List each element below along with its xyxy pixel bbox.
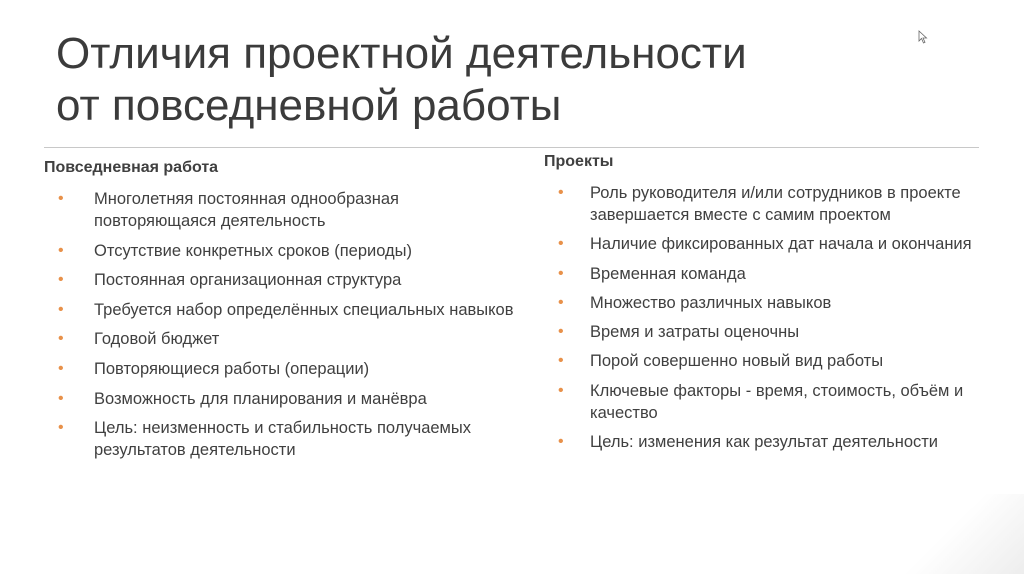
bullet-icon: • <box>58 389 64 407</box>
list-item <box>44 417 514 461</box>
right-column-heading: Проекты <box>544 153 614 170</box>
bullet-icon: • <box>558 235 564 253</box>
bullet-icon: • <box>58 330 64 348</box>
slide-title-line-2: от повседневной работы <box>56 81 562 130</box>
list-item-text: Временная команда <box>590 264 746 283</box>
left-column-heading: Повседневная работа <box>44 159 219 176</box>
bullet-icon: • <box>58 190 64 207</box>
list-item <box>544 292 984 314</box>
bullet-icon: • <box>558 381 564 399</box>
bullet-icon: • <box>58 241 64 259</box>
list-item-text: Требуется набор определённых специальных навыков <box>94 300 514 319</box>
list-item <box>544 350 984 372</box>
bullet-icon: • <box>58 300 64 318</box>
list-item <box>44 240 514 262</box>
list-item-text: Повторяющиеся работы (операции) <box>94 359 370 378</box>
list-item-text: Множество различных навыков <box>590 293 832 312</box>
list-item-text: Многолетняя постоянная однообразная повторяющаяся деятельность <box>94 190 399 230</box>
bullet-icon: • <box>58 419 64 437</box>
list-item <box>544 233 984 255</box>
list-item-text: Цель: неизменность и стабильность получаемых результатов деятельности <box>94 419 472 460</box>
list-item-text: Наличие фиксированных дат начала и окончания <box>590 235 972 254</box>
slide-title-line-1: Отличия проектной деятельности <box>56 29 747 78</box>
bullet-icon: • <box>558 293 564 311</box>
left-bullet-list <box>44 188 514 461</box>
title-divider <box>44 147 979 148</box>
list-item <box>44 188 514 232</box>
list-item <box>544 431 984 453</box>
slide-title <box>56 28 956 132</box>
list-item-text: Постоянная организационная структура <box>94 271 402 290</box>
list-item-text: Порой совершенно новый вид работы <box>590 352 884 371</box>
bullet-icon: • <box>558 264 564 282</box>
bullet-icon: • <box>558 352 564 370</box>
list-item <box>544 182 984 226</box>
list-item-text: Время и затраты оценочны <box>590 323 800 342</box>
left-column <box>44 158 514 469</box>
list-item-text: Ключевые факторы - время, стоимость, объём и качество <box>590 381 964 422</box>
list-item <box>44 388 514 410</box>
list-item <box>44 299 514 321</box>
bullet-icon: • <box>558 323 564 341</box>
list-item-text: Цель: изменения как результат деятельности <box>590 433 939 452</box>
mouse-pointer-icon <box>918 30 928 44</box>
list-item-text: Роль руководителя и/или сотрудников в проекте завершается вместе с самим проектом <box>590 184 961 224</box>
list-item-text: Отсутствие конкретных сроков (периоды) <box>94 241 413 260</box>
list-item <box>44 328 514 350</box>
list-item <box>544 380 984 424</box>
bullet-icon: • <box>558 184 564 201</box>
list-item <box>44 358 514 380</box>
list-item <box>544 263 984 285</box>
list-item <box>44 269 514 291</box>
bullet-icon: • <box>58 271 64 289</box>
bullet-icon: • <box>558 433 564 451</box>
list-item-text: Возможность для планирования и манёвра <box>94 389 427 408</box>
bullet-icon: • <box>58 359 64 377</box>
list-item-text: Годовой бюджет <box>94 330 220 349</box>
corner-shadow <box>904 494 1024 574</box>
right-bullet-list <box>544 182 984 453</box>
list-item <box>544 321 984 343</box>
right-column <box>544 152 984 460</box>
